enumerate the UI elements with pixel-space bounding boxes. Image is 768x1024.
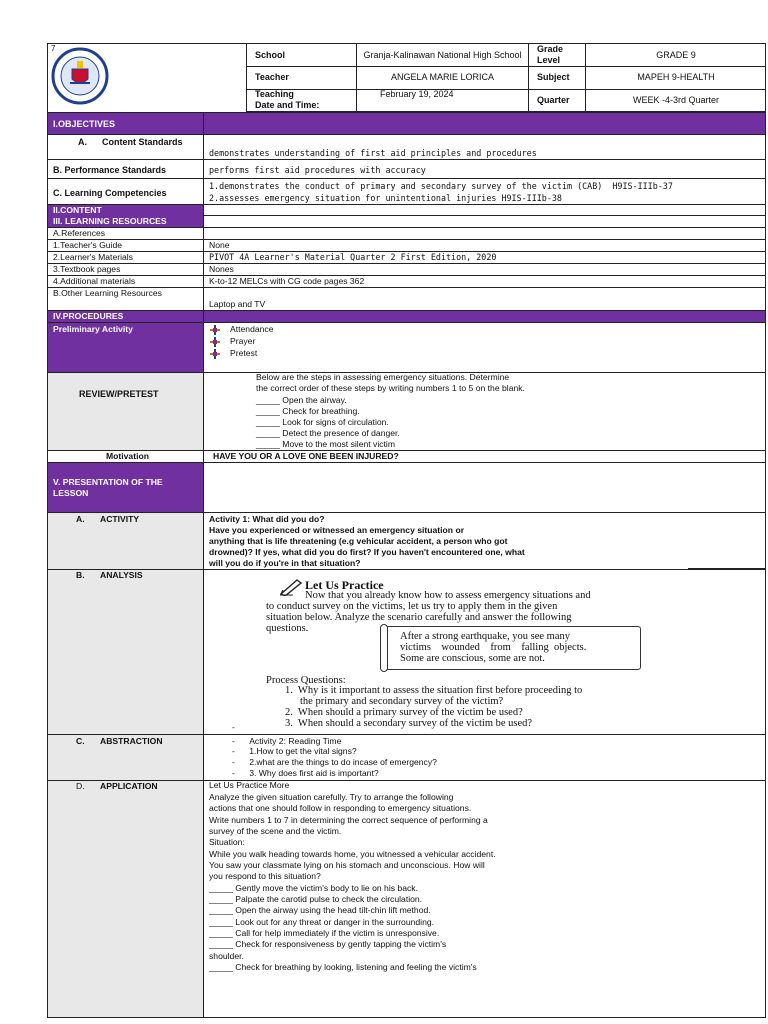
application-letter: D. bbox=[76, 781, 85, 791]
abstraction-item: - 1.How to get the vital signs? bbox=[232, 746, 357, 756]
preliminary-item-prayer bbox=[210, 336, 255, 347]
procedures-title: IV.PROCEDURES bbox=[53, 311, 124, 321]
activity-label: ACTIVITY bbox=[100, 514, 140, 524]
activity-line: anything that is life threatening (e.g vehicular accident, a person who got bbox=[209, 536, 508, 546]
process-item: the primary and secondary survey of the victim? bbox=[300, 696, 504, 707]
analysis-letter: B. bbox=[76, 570, 85, 580]
review-intro-2: the correct order of these steps by writing numbers 1 to 5 on the blank. bbox=[256, 383, 525, 393]
textbook-pages-value: Nones bbox=[209, 264, 234, 274]
performance-standards-label: B. Performance Standards bbox=[53, 165, 167, 175]
school-value: Granja-Kalinawan National High School bbox=[363, 50, 522, 60]
review-pretest-label: REVIEW/PRETEST bbox=[79, 389, 159, 399]
performance-standards-value: performs first aid procedures with accuracy bbox=[209, 165, 426, 175]
quarter-label: Quarter bbox=[537, 95, 570, 105]
application-line: you respond to this situation? bbox=[209, 871, 321, 881]
other-resources-value: Laptop and TV bbox=[209, 299, 266, 309]
preliminary-activity-label: Preliminary Activity bbox=[53, 324, 133, 334]
application-line: You saw your classmate lying on his stomach and unconscious. How will bbox=[209, 860, 485, 870]
scroll-line: victims wounded from falling objects. bbox=[400, 642, 587, 653]
application-line: _____ Check for breathing by looking, listening and feeling the victim's bbox=[209, 962, 477, 972]
objectives-title: I.OBJECTIVES bbox=[53, 119, 116, 129]
competency-1: 1.demonstrates the conduct of primary and secondary survey of the victim (CAB) H9IS-IIIb-37 bbox=[209, 181, 673, 191]
review-intro-1: Below are the steps in assessing emergency situations. Determine bbox=[256, 372, 510, 382]
application-line: Analyze the given situation carefully. Try to arrange the following bbox=[209, 792, 454, 802]
quarter-value: WEEK -4-3rd Quarter bbox=[632, 95, 720, 105]
activity-line: will you do if you're in that situation? bbox=[209, 558, 361, 568]
application-line: shoulder. bbox=[209, 951, 244, 961]
review-item: _____ Move to the most silent victim bbox=[256, 439, 395, 449]
preliminary-item-label: Pretest bbox=[230, 348, 258, 358]
activity-line: Have you experienced or witnessed an emergency situation or bbox=[209, 525, 465, 535]
learning-competencies-label: C. Learning Competencies bbox=[53, 188, 167, 198]
subject-value: MAPEH 9-HEALTH bbox=[637, 72, 715, 82]
abstraction-letter: C. bbox=[76, 736, 85, 746]
application-line: _____ Check for responsiveness by gently tapping the victim's bbox=[209, 939, 447, 949]
learning-resources-title: III. LEARNING RESOURCES bbox=[53, 216, 167, 226]
teachers-guide-label: 1.Teacher's Guide bbox=[53, 240, 122, 250]
textbook-pages-label: 3.Textbook pages bbox=[53, 264, 121, 274]
application-line: Let Us Practice More bbox=[209, 780, 290, 790]
activity-line: drowned)? If yes, what did you do first? If you haven't encountered one, what bbox=[209, 547, 525, 557]
teaching-date-label-2: Date and Time: bbox=[255, 100, 320, 110]
content-standards-label: A. Content Standards bbox=[78, 137, 183, 147]
abstraction-item: - 3. Why does first aid is important? bbox=[232, 768, 379, 778]
application-line: While you walk heading towards home, you witnessed a vehicular accident. bbox=[209, 849, 496, 859]
practice-title: Let Us Practice bbox=[305, 578, 384, 592]
teaching-date-label-1: Teaching bbox=[255, 89, 294, 99]
grade-level-label: Grade Level bbox=[537, 44, 564, 65]
application-line: _____ Gently move the victim's body to lie on his back. bbox=[209, 883, 418, 893]
review-item: _____ Detect the presence of danger. bbox=[256, 428, 400, 438]
arrow-bullet-icon bbox=[210, 349, 220, 359]
arrow-bullet-icon bbox=[210, 337, 220, 347]
learners-materials-value: PIVOT 4A Learner's Material Quarter 2 First Edition, 2020 bbox=[209, 252, 497, 262]
motivation-label: Motivation bbox=[106, 451, 149, 461]
application-line: Situation: bbox=[209, 837, 245, 847]
application-line: actions that one should follow in responding to emergency situations. bbox=[209, 803, 472, 813]
application-line: _____ Look out for any threat or danger in the surrounding. bbox=[209, 917, 435, 927]
application-label: APPLICATION bbox=[100, 781, 158, 791]
analysis-dash: - bbox=[232, 722, 235, 732]
practice-line: situation below. Analyze the scenario carefully and answer the following bbox=[266, 612, 572, 623]
other-resources-label: B.Other Learning Resources bbox=[53, 288, 162, 298]
practice-line: questions. bbox=[266, 623, 309, 634]
teacher-value: ANGELA MARIE LORICA bbox=[390, 72, 495, 82]
competency-2: 2.assesses emergency situation for unintentional injuries H9IS-IIIb-38 bbox=[209, 193, 562, 203]
content-title: II.CONTENT bbox=[53, 205, 102, 215]
date-value: February 19, 2024 bbox=[380, 89, 454, 99]
practice-line: to conduct survey on the victims, let us try to apply them in the given bbox=[266, 601, 558, 612]
review-item: _____ Check for breathing. bbox=[256, 406, 360, 416]
preliminary-item-label: Prayer bbox=[230, 336, 256, 346]
motivation-value: HAVE YOU OR A LOVE ONE BEEN INJURED? bbox=[213, 451, 399, 461]
references-label: A.References bbox=[53, 228, 106, 238]
preliminary-item-attendance bbox=[210, 324, 273, 335]
activity-line: Activity 1: What did you do? bbox=[209, 514, 325, 524]
process-item: 1. Why is it important to assess the situation first before proceeding to bbox=[285, 685, 583, 696]
grade-value: GRADE 9 bbox=[656, 50, 696, 60]
review-item: _____ Open the airway. bbox=[256, 395, 347, 405]
application-line: survey of the scene and the victim. bbox=[209, 826, 342, 836]
preliminary-item-label: Attendance bbox=[230, 324, 274, 334]
school-label: School bbox=[255, 50, 286, 60]
deped-seal-logo bbox=[50, 47, 110, 105]
process-item: 3. When should a secondary survey of the victim be used? bbox=[285, 718, 533, 729]
teachers-guide-value: None bbox=[209, 240, 230, 250]
arrow-bullet-icon bbox=[210, 325, 220, 335]
teacher-label: Teacher bbox=[255, 72, 289, 82]
presentation-title-2: LESSON bbox=[53, 488, 89, 498]
review-item: _____ Look for signs of circulation. bbox=[256, 417, 389, 427]
application-line: _____ Call for help immediately if the victim is unresponsive. bbox=[209, 928, 440, 938]
abstraction-label: ABSTRACTION bbox=[100, 736, 163, 746]
scroll-line: After a strong earthquake, you see many bbox=[400, 631, 570, 642]
corner-number: 7 bbox=[51, 44, 56, 53]
additional-materials-label: 4.Additional materials bbox=[53, 276, 136, 286]
application-line: Write numbers 1 to 7 in determining the correct sequence of performing a bbox=[209, 815, 488, 825]
content-standards-value: demonstrates understanding of first aid principles and procedures bbox=[209, 148, 537, 158]
presentation-title-1: V. PRESENTATION OF THE bbox=[53, 477, 163, 487]
abstraction-item: - 2.what are the things to do incase of emergency? bbox=[232, 757, 437, 767]
application-line: _____ Palpate the carotid pulse to check the circulation. bbox=[209, 894, 423, 904]
process-item: 2. When should a primary survey of the victim be used? bbox=[285, 707, 523, 718]
scroll-line: Some are conscious, some are not. bbox=[400, 653, 545, 664]
process-title: Process Questions: bbox=[266, 675, 346, 686]
application-line: _____ Open the airway using the head tilt-chin lift method. bbox=[209, 905, 431, 915]
additional-materials-value: K-to-12 MELCs with CG code pages 362 bbox=[209, 276, 365, 286]
learners-materials-label: 2.Learner's Materials bbox=[53, 252, 133, 262]
pencil-icon bbox=[279, 578, 303, 596]
practice-line: Now that you already know how to assess emergency situations and bbox=[305, 590, 591, 601]
analysis-label: ANALYSIS bbox=[100, 570, 143, 580]
subject-label: Subject bbox=[537, 72, 570, 82]
activity-letter: A. bbox=[76, 514, 85, 524]
abstraction-item: - Activity 2: Reading Time bbox=[232, 736, 342, 746]
preliminary-item-pretest bbox=[210, 348, 257, 359]
